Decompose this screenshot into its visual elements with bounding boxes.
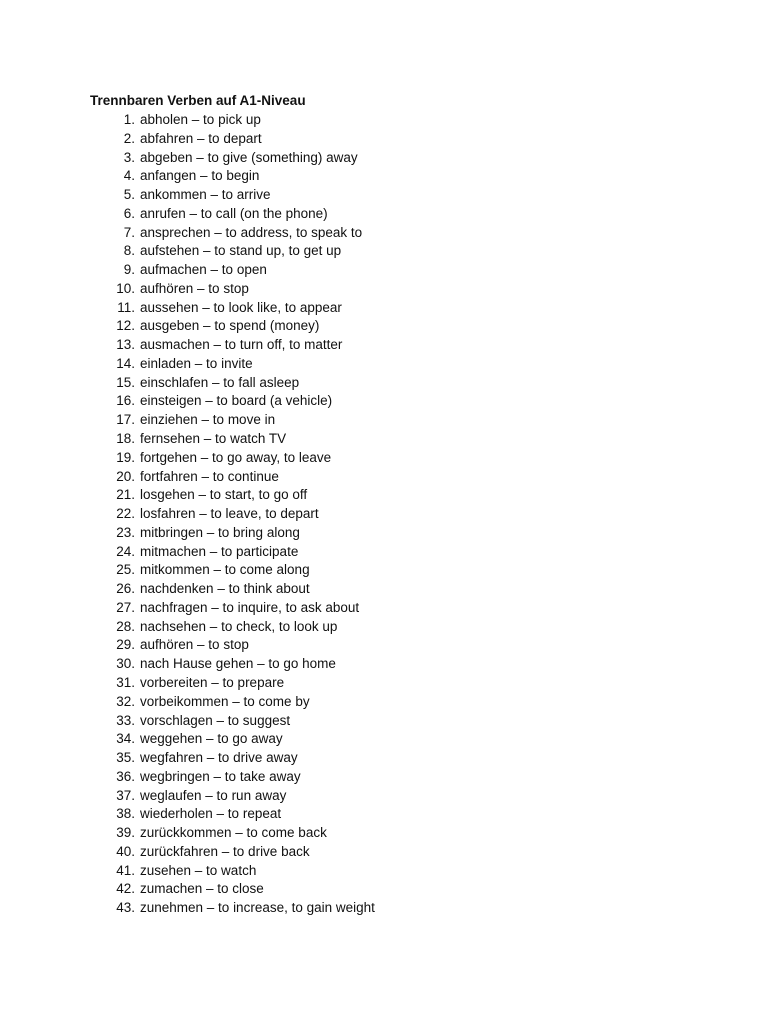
list-item-spacer (135, 167, 136, 186)
list-item-spacer (135, 749, 136, 768)
list-item-spacer (135, 242, 136, 261)
list-item-number: 7. (123, 224, 135, 240)
list-item-text: ausgeben – to spend (money) (140, 318, 320, 334)
list-item-text: wegbringen – to take away (140, 768, 301, 784)
list-item-text: vorbeikommen – to come by (140, 693, 310, 709)
list-item-text: wiederholen – to repeat (140, 806, 282, 822)
list-item-spacer (135, 843, 136, 862)
list-item-number: 6. (123, 205, 135, 221)
list-item (90, 430, 375, 449)
list-item-number: 36. (116, 768, 135, 784)
list-item-text: losfahren – to leave, to depart (140, 506, 319, 522)
list-item-number: 20. (116, 468, 135, 484)
list-item-number: 27. (116, 599, 135, 615)
list-item-number: 9. (123, 262, 135, 278)
list-item-spacer (135, 130, 136, 149)
list-item (90, 543, 375, 562)
list-item-number: 40. (116, 843, 135, 859)
list-item (90, 561, 375, 580)
list-item (90, 580, 375, 599)
list-item-number: 12. (116, 318, 135, 334)
list-item-number: 43. (116, 900, 135, 916)
list-item-number: 24. (116, 543, 135, 559)
list-item-number: 17. (116, 412, 135, 428)
list-item-number: 42. (116, 881, 135, 897)
list-item (90, 280, 375, 299)
list-item (90, 862, 375, 881)
list-item-text: zurückkommen – to come back (140, 825, 327, 841)
list-item-spacer (135, 655, 136, 674)
list-item-text: vorbereiten – to prepare (140, 674, 285, 690)
list-item (90, 186, 375, 205)
list-item (90, 486, 375, 505)
list-item-number: 4. (123, 168, 135, 184)
list-item-spacer (135, 618, 136, 637)
list-item-spacer (135, 543, 136, 562)
list-item-number: 31. (116, 674, 135, 690)
list-item (90, 149, 375, 168)
list-item-number: 33. (116, 712, 135, 728)
list-item (90, 749, 375, 768)
list-item-text: weggehen – to go away (140, 731, 283, 747)
list-item (90, 843, 375, 862)
list-item-spacer (135, 149, 136, 168)
list-item-spacer (135, 224, 136, 243)
list-item-text: zumachen – to close (140, 881, 264, 897)
list-item-number: 41. (116, 862, 135, 878)
list-item (90, 374, 375, 393)
list-item-number: 25. (116, 562, 135, 578)
list-item-spacer (135, 561, 136, 580)
list-item-number: 10. (116, 280, 135, 296)
list-item-text: fernsehen – to watch TV (140, 431, 287, 447)
list-item (90, 712, 375, 731)
list-item-text: nach Hause gehen – to go home (140, 656, 336, 672)
list-item-spacer (135, 430, 136, 449)
list-item (90, 468, 375, 487)
list-item-text: nachfragen – to inquire, to ask about (140, 599, 360, 615)
list-item (90, 674, 375, 693)
list-item-number: 19. (116, 449, 135, 465)
list-item-text: zunehmen – to increase, to gain weight (140, 900, 375, 916)
list-item-text: nachdenken – to think about (140, 581, 310, 597)
list-item-text: ausmachen – to turn off, to matter (140, 337, 343, 353)
list-item-number: 11. (117, 299, 135, 315)
list-item-text: aufhören – to stop (140, 637, 249, 653)
list-item-number: 34. (116, 731, 135, 747)
list-item (90, 355, 375, 374)
list-item-number: 1. (123, 112, 135, 127)
list-item-spacer (135, 636, 136, 655)
list-item-spacer (135, 374, 136, 393)
list-item-text: mitmachen – to participate (140, 543, 299, 559)
list-item (90, 524, 375, 543)
list-item-text: aufstehen – to stand up, to get up (140, 243, 342, 259)
list-item (90, 880, 375, 899)
list-item-spacer (135, 599, 136, 618)
list-item-text: abholen – to pick up (140, 112, 261, 127)
list-item-spacer (135, 880, 136, 899)
list-item (90, 299, 375, 318)
list-item-text: zurückfahren – to drive back (140, 843, 310, 859)
list-item (90, 730, 375, 749)
list-item (90, 636, 375, 655)
list-item-spacer (135, 486, 136, 505)
list-item-number: 35. (116, 750, 135, 766)
list-item (90, 392, 375, 411)
list-item (90, 205, 375, 224)
list-item-text: aussehen – to look like, to appear (140, 299, 342, 315)
list-item-number: 22. (116, 506, 135, 522)
list-item-number: 2. (123, 130, 135, 146)
list-item (90, 411, 375, 430)
list-item (90, 449, 375, 468)
list-item-spacer (135, 336, 136, 355)
list-item-spacer (135, 712, 136, 731)
list-item-spacer (135, 693, 136, 712)
list-item (90, 111, 375, 130)
list-item-spacer (135, 805, 136, 824)
list-item-spacer (135, 317, 136, 336)
list-item-text: fortgehen – to go away, to leave (140, 449, 332, 465)
list-item-spacer (135, 111, 136, 130)
list-item (90, 824, 375, 843)
list-item-text: ansprechen – to address, to speak to (140, 224, 363, 240)
list-item-number: 32. (116, 693, 135, 709)
list-item-text: einsteigen – to board (a vehicle) (140, 393, 333, 409)
list-item-number: 8. (123, 243, 135, 259)
list-item-spacer (135, 299, 136, 318)
list-item-spacer (135, 824, 136, 843)
list-item-text: nachsehen – to check, to look up (140, 618, 338, 634)
list-item-spacer (135, 524, 136, 543)
list-item-spacer (135, 468, 136, 487)
list-item (90, 317, 375, 336)
document-title: Trennbaren Verben auf A1-Niveau (90, 93, 306, 108)
list-item-text: abgeben – to give (something) away (140, 149, 358, 165)
list-item-spacer (135, 186, 136, 205)
list-item-number: 3. (123, 149, 135, 165)
list-item (90, 805, 375, 824)
list-item-spacer (135, 730, 136, 749)
list-item-spacer (135, 280, 136, 299)
list-item-number: 28. (116, 618, 135, 634)
list-item-text: einziehen – to move in (140, 412, 276, 428)
list-item-number: 14. (116, 355, 135, 371)
list-item (90, 787, 375, 806)
list-item-text: wegfahren – to drive away (140, 750, 298, 766)
list-item-text: vorschlagen – to suggest (140, 712, 291, 728)
list-item (90, 599, 375, 618)
list-item-text: fortfahren – to continue (140, 468, 279, 484)
list-item-spacer (135, 449, 136, 468)
list-item-text: losgehen – to start, to go off (140, 487, 308, 503)
list-item-text: aufmachen – to open (140, 262, 267, 278)
list-item-spacer (135, 768, 136, 787)
list-item-spacer (135, 411, 136, 430)
list-item-number: 5. (123, 187, 135, 203)
list-item-number: 29. (116, 637, 135, 653)
list-item-number: 30. (116, 656, 135, 672)
list-item-spacer (135, 505, 136, 524)
list-item (90, 768, 375, 787)
list-item-spacer (135, 899, 136, 918)
list-item-text: anrufen – to call (on the phone) (140, 205, 328, 221)
list-item-number: 38. (116, 806, 135, 822)
list-item-number: 26. (116, 581, 135, 597)
list-item-spacer (135, 355, 136, 374)
list-item (90, 167, 375, 186)
list-item (90, 505, 375, 524)
list-item (90, 899, 375, 918)
list-item-number: 39. (116, 825, 135, 841)
list-item (90, 693, 375, 712)
list-item (90, 224, 375, 243)
list-item-text: einladen – to invite (140, 355, 253, 371)
list-item-text: abfahren – to depart (140, 130, 262, 146)
list-item (90, 655, 375, 674)
list-item (90, 618, 375, 637)
verb-list (90, 111, 375, 918)
list-item-spacer (135, 862, 136, 881)
list-item-spacer (135, 580, 136, 599)
list-item (90, 336, 375, 355)
list-item-spacer (135, 392, 136, 411)
list-item (90, 261, 375, 280)
list-item-spacer (135, 205, 136, 224)
list-item-text: ankommen – to arrive (140, 187, 271, 203)
list-item (90, 130, 375, 149)
list-item-text: einschlafen – to fall asleep (140, 374, 300, 390)
list-item-number: 21. (116, 487, 135, 503)
list-item-spacer (135, 674, 136, 693)
list-item-number: 23. (116, 524, 135, 540)
list-item (90, 242, 375, 261)
list-item-number: 37. (116, 787, 135, 803)
list-item-spacer (135, 261, 136, 280)
list-item-number: 16. (116, 393, 135, 409)
list-item-number: 13. (116, 337, 135, 353)
list-item-number: 15. (116, 374, 135, 390)
list-item-text: zusehen – to watch (140, 862, 257, 878)
list-item-text: mitkommen – to come along (140, 562, 310, 578)
list-item-text: weglaufen – to run away (140, 787, 287, 803)
list-item-number: 18. (116, 431, 135, 447)
list-item-text: mitbringen – to bring along (140, 524, 300, 540)
list-item-text: anfangen – to begin (140, 168, 260, 184)
list-item-spacer (135, 787, 136, 806)
list-item-text: aufhören – to stop (140, 280, 249, 296)
